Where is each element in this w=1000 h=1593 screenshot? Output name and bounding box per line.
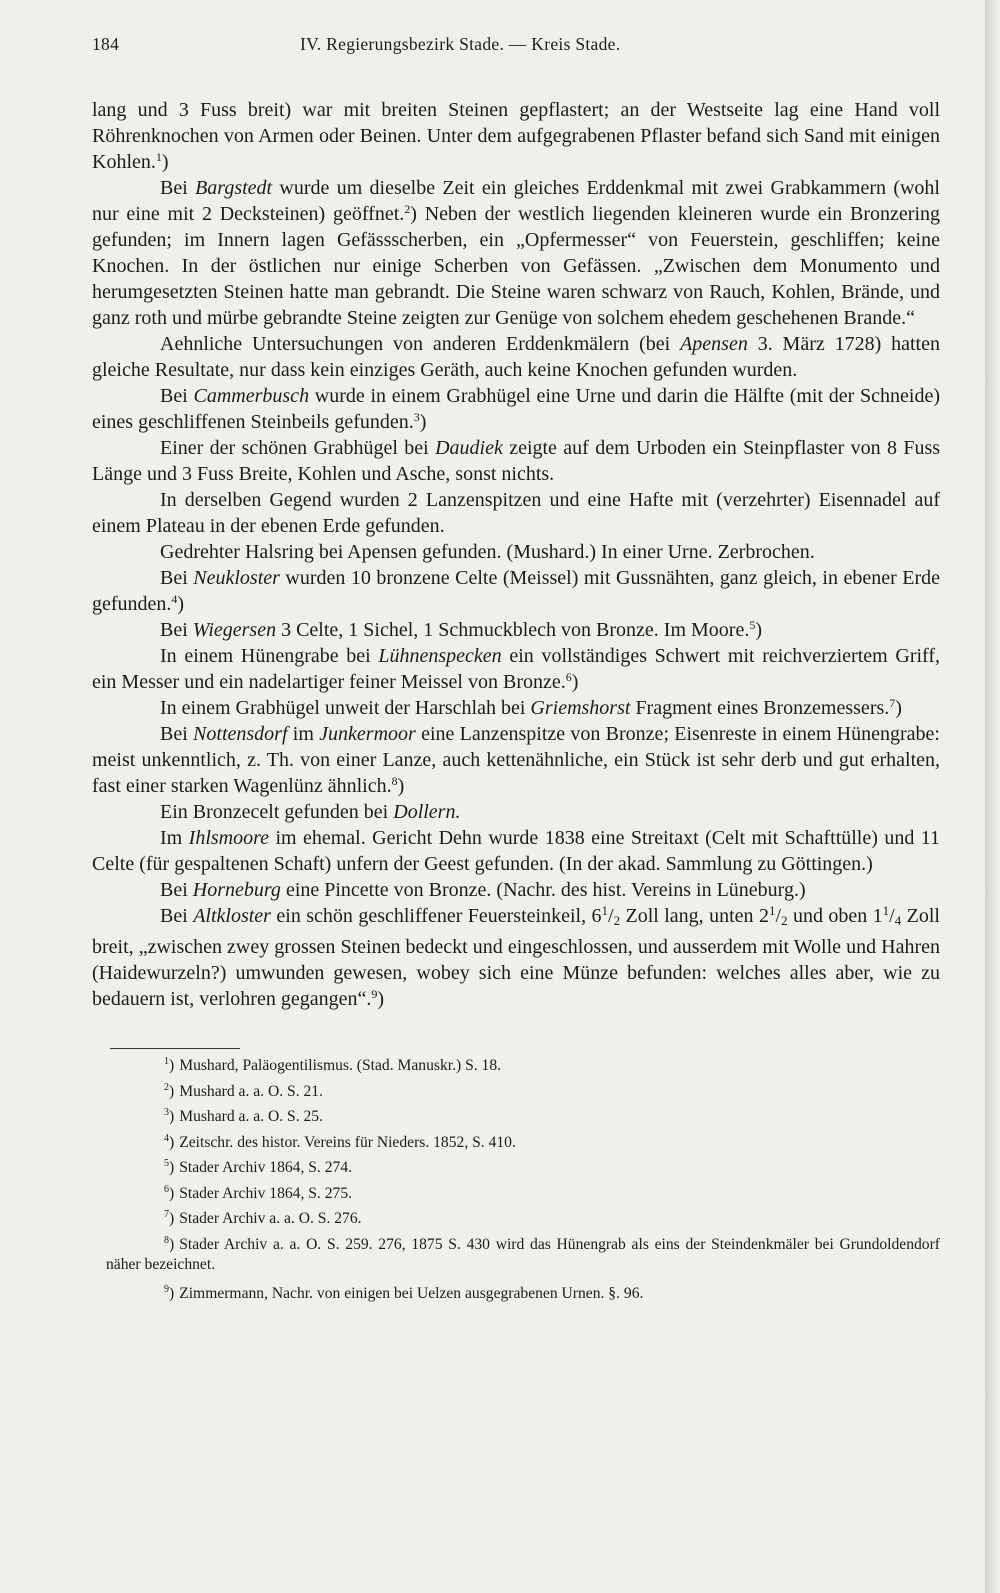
place-name: Nottensdorf xyxy=(193,723,288,745)
place-name: Apensen xyxy=(680,333,748,355)
place-name: Dollern. xyxy=(393,801,461,823)
paragraph-text: zeigte auf dem Urboden ein Steinpflaster von 8 Fuss Länge und 3 Fuss Breite, Kohlen und Asche, sonst nichts. xyxy=(92,437,941,485)
main-text xyxy=(92,97,940,1012)
running-title: IV. Regierungsbezirk Stade. — Kreis Stade. xyxy=(300,34,621,54)
paragraph-text: Bei xyxy=(160,905,194,927)
running-header xyxy=(92,34,940,55)
paragraph xyxy=(92,435,940,487)
footnote-ref: 2 xyxy=(404,202,411,216)
footnote-text: Mushard a. a. O. S. 25. xyxy=(179,1108,323,1125)
footnote-ref: 1 xyxy=(155,150,162,164)
footnote-text: Stader Archiv a. a. O. S. 276. xyxy=(179,1210,362,1227)
footnote: $^1$) Mushard, Paläogentilismus. (Stad. Manuskr.) S. 18. xyxy=(164,1056,502,1074)
fraction-numerator: 1 xyxy=(882,903,890,918)
fraction-denominator: 2 xyxy=(613,913,621,928)
paragraph-text: Neben der westlich liegenden kleineren wurde ein Bronzering gefunden; im Innern lagen Gefässscherben, ein „Opfermesser“ von Feuerstein, geschliffen; keine Knochen. In der östlichen nur einige Scherben von Gefässen. „Zwischen dem Monumento und herumgesetzten Steinen hatte man gebrandt. Die Steine waren schwarz von Rauch, Kohlen, Brände, und ganz roth und mürbe gebrandte Steine zeigten zur Genüge von solchem ehedem geschehenen Brande.“ xyxy=(92,203,940,329)
paragraph-text: Bei xyxy=(160,385,194,407)
footnote: $^2$) Mushard a. a. O. S. 21. xyxy=(164,1081,323,1100)
paragraph: In einem Grabhügel unweit der Harschlah bei Griemshorst Fragment eines Bronzemessers.$^7$) xyxy=(160,696,902,719)
paragraph: Bei Bargstedt wurde um dieselbe Zeit ein gleiches Erddenkmal mit zwei Grabkammern (wohl nur eine mit 2 Decksteinen) geöffnet.$^2$) Neben der westlich liegenden kleineren wurde ein Bronzering gefunden; im Innern lagen Gefässscherben, ein „Opfermesser“ von Feuerstein, geschliffen; keine Knochen. In der östlichen nur einige Scherben von Gefässen. „Zwischen dem Monumento und herumgesetzten Steinen hatte man gebrandt. Die Steine waren schwarz von Rauch, Kohlen, Brände, und ganz roth und mürbe gebrandte Steine zeigten zur Genüge von solchem ehedem geschehenen Brande.“ xyxy=(92,177,940,329)
place-name: Griemshorst xyxy=(530,697,631,719)
footnote-ref: 7 xyxy=(889,696,896,710)
fraction-whole: 6 xyxy=(591,905,602,927)
place-name: Bargstedt xyxy=(195,177,273,199)
paragraph: lang und 3 Fuss breit) war mit breiten Steinen gepflastert; an der Westseite lag eine Hand voll Röhrenknochen von Armen oder Beinen. Unter dem aufgegrabenen Pflaster befand sich Sand mit einigen Kohlen.$^1$) xyxy=(92,99,940,173)
paragraph: Gedrehter Halsring bei Apensen gefunden. (Mushard.) In einer Urne. Zerbrochen. xyxy=(160,541,815,563)
paragraph-text: wurde um dieselbe Zeit ein gleiches Erddenkmal mit zwei Grabkammern (wohl nur eine mit 2 Decksteinen) geöffnet. xyxy=(92,177,940,225)
paragraph-text: wurde in einem Grabhügel eine Urne und darin die Hälfte (mit der Schneide) eines geschliffenen Steinbeils gefunden. xyxy=(92,385,940,433)
place-name: Neukloster xyxy=(193,567,280,589)
fraction-whole: 1 xyxy=(872,905,883,927)
paragraph-text: In einem Grabhügel unweit der Harschlah bei xyxy=(160,697,531,719)
footnote-ref: 9 xyxy=(371,987,378,1001)
paragraph-text: In einem Hünengrabe bei xyxy=(160,645,379,667)
footnote-number: 4 xyxy=(164,1132,169,1144)
fraction: $6^1/_2$ xyxy=(591,903,621,928)
paragraph xyxy=(92,799,940,825)
footnote-ref: 5 xyxy=(749,618,756,632)
footnote-number: 8 xyxy=(164,1234,169,1246)
paragraph: Bei Nottensdorf im Junkermoor eine Lanzenspitze von Bronze; Eisenreste in einem Hünengrabe: meist unkenntlich, z. Th. von einer Lanze, auch kettenähnliche, ein Stück ist sehr derb und gut erhalten, fast einer starken Wagenlünz ähnlich.$^8$) xyxy=(92,723,940,797)
footnote-number: 3 xyxy=(164,1107,169,1118)
footnote-number: 6 xyxy=(164,1183,169,1195)
footnote-number: 7 xyxy=(164,1209,169,1220)
footnote-text: Stader Archiv a. a. O. S. 259. 276, 1875 S. 430 wird das Hünengrab als eins der Steindenkmäler bei Grundoldendorf näher bezeichnet. xyxy=(106,1235,940,1273)
fraction-denominator: 4 xyxy=(894,913,902,928)
place-name: Lühnenspecken xyxy=(378,645,502,667)
paragraph-text: im ehemal. Gericht Dehn wurde 1838 eine Streitaxt (Celt mit Schafttülle) und 11 Celte (für gespaltenen Schaft) unfern der Geest gefunden. (In der akad. Sammlung zu Göttingen.) xyxy=(92,827,941,875)
place-name: Wiegersen xyxy=(192,619,277,641)
footnote: $^3$) Mushard a. a. O. S. 25. xyxy=(164,1107,323,1125)
paragraph-text: und oben xyxy=(787,905,873,927)
paragraph-text: Zoll lang, unten xyxy=(620,905,759,927)
page-number: 184 xyxy=(92,34,120,54)
paragraph-text: ein vollständiges Schwert mit reichverziertem Griff, ein Messer und ein nadelartiger feiner Meissel von Bronze. xyxy=(92,645,940,693)
footnote-ref: 6 xyxy=(565,670,572,684)
paragraph: Bei Neukloster wurden 10 bronzene Celte (Meissel) mit Gussnähten, ganz gleich, in ebener Erde gefunden.$^4$) xyxy=(92,567,940,615)
footnote-text: Zeitschr. des histor. Vereins für Nieders. 1852, S. 410. xyxy=(179,1133,516,1151)
place-name: Ihlsmoore xyxy=(188,827,270,849)
footnote: $^6$) Stader Archiv 1864, S. 275. xyxy=(164,1183,353,1202)
place-name: Altkloster xyxy=(193,905,271,927)
footnote-ref: 3 xyxy=(413,410,420,424)
footnote: $^7$) Stader Archiv a. a. O. S. 276. xyxy=(164,1209,362,1227)
paragraph xyxy=(92,877,940,903)
fraction-numerator: 1 xyxy=(768,903,776,918)
paragraph-text: eine Pincette von Bronze. (Nachr. des hist. Vereins in Lüneburg.) xyxy=(280,879,806,901)
paragraph: Bei Wiegersen 3 Celte, 1 Sichel, 1 Schmuckblech von Bronze. Im Moore.$^5$) xyxy=(160,618,762,641)
fraction-whole: 2 xyxy=(758,905,769,927)
paragraph-text: Fragment eines Bronzemessers. xyxy=(630,697,890,719)
footnote: $^8$) Stader Archiv a. a. O. S. 259. 276, 1875 S. 430 wird das Hünengrab als eins der Steindenkmäler bei Grundoldendorf näher bezeichnet. xyxy=(106,1234,940,1273)
paragraph: In einem Hünengrabe bei Lühnenspecken ein vollständiges Schwert mit reichverziertem Griff, ein Messer und ein nadelartiger feiner Meissel von Bronze.$^6$) xyxy=(92,645,940,693)
fraction: $2^1/_2$ xyxy=(758,903,788,928)
footnote-ref: 4 xyxy=(171,592,178,606)
footnote-text: Mushard a. a. O. S. 21. xyxy=(179,1082,323,1100)
paragraph xyxy=(92,331,940,383)
page-edge-shadow xyxy=(985,0,1000,1593)
paragraph-text: Bei xyxy=(160,619,193,641)
footnote: $^4$) Zeitschr. des histor. Vereins für Nieders. 1852, S. 410. xyxy=(164,1132,516,1151)
paragraph-text: Bei xyxy=(160,567,194,589)
paragraph-text: im xyxy=(287,723,320,745)
footnote: $^9$) Zimmermann, Nachr. von einigen bei Uelzen ausgegrabenen Urnen. §. 96. xyxy=(164,1283,644,1302)
footnote-number: 2 xyxy=(164,1081,169,1093)
footnote-text: Zimmermann, Nachr. von einigen bei Uelzen ausgegrabenen Urnen. §. 96. xyxy=(179,1284,644,1302)
paragraph-text: lang und 3 Fuss breit) war mit breiten Steinen gepflastert; an der Westseite lag eine Hand voll Röhrenknochen von Armen oder Beinen. Unter dem aufgegrabenen Pflaster befand sich Sand mit einigen Kohlen. xyxy=(92,99,940,173)
fraction-numerator: 1 xyxy=(601,903,608,918)
place-name: Daudiek xyxy=(435,437,503,459)
paragraph-text: eine Lanzenspitze von Bronze; Eisenreste in einem Hünengrabe: meist unkenntlich, z. Th. von einer Lanze, auch kettenähnliche, ein Stück ist sehr derb und gut erhalten, fast einer starken Wagenlünz ähnlich. xyxy=(92,723,940,797)
place-name: Cammerbusch xyxy=(193,385,310,407)
footnote-text: Mushard, Paläogentilismus. (Stad. Manuskr.) S. 18. xyxy=(179,1057,502,1074)
paragraph: In derselben Gegend wurden 2 Lanzenspitzen und eine Hafte mit (verzehrter) Eisennadel auf einem Plateau in der ebenen Erde gefunden. xyxy=(92,489,940,537)
paragraph xyxy=(92,825,940,877)
footnote-text: Stader Archiv 1864, S. 275. xyxy=(179,1184,353,1202)
footnote-number: 9 xyxy=(164,1283,169,1295)
paragraph: Bei Altkloster ein schön geschliffener Feuersteinkeil, $6^1/_2$ Zoll lang, unten $2^1/_2$ und oben $1^1/_4$ Zoll breit, „zwischen zwey grossen Steinen bedeckt und eingeschlossen, und ausserdem mit Wolle und Hahren (Haidewurzeln?) umwunden gewesen, wobey sich eine Münze befunden: welches alles aber, wie zu bedauern ist, verlohren gegangen“.$^9$) xyxy=(92,903,940,1010)
place-name: Horneburg xyxy=(192,879,281,901)
paragraph-text: Bei xyxy=(160,177,196,199)
paragraph-text: Bei xyxy=(160,879,193,901)
footnote-number: 5 xyxy=(164,1158,169,1169)
fraction: $1^1/_4$ xyxy=(872,903,902,928)
paragraph-text: Zoll breit, „zwischen zwey grossen Steinen bedeckt und eingeschlossen, und ausserdem mit Wolle und Hahren (Haidewurzeln?) umwunden gewesen, wobey sich eine Münze befunden: welches alles aber, wie zu bedauern ist, verlohren gegangen“. xyxy=(92,905,940,1010)
paragraph-text: 3. März 1728) hatten gleiche Resultate, nur dass kein einziges Geräth, auch keine Knochen gefunden wurden. xyxy=(92,333,940,381)
paragraph: Bei Cammerbusch wurde in einem Grabhügel eine Urne und darin die Hälfte (mit der Schneide) eines geschliffenen Steinbeils gefunden.$^3$) xyxy=(92,385,940,433)
paragraph-text: Einer der schönen Grabhügel bei xyxy=(160,437,436,459)
paragraph-text: wurden 10 bronzene Celte (Meissel) mit Gussnähten, ganz gleich, in ebener Erde gefunden. xyxy=(92,567,940,615)
paragraph-text: ein schön geschliffener Feuersteinkeil, xyxy=(270,905,592,927)
paragraph-text: Bei xyxy=(160,723,194,745)
footnote-number: 1 xyxy=(164,1056,169,1067)
footnote-separator xyxy=(110,1048,240,1049)
footnote: $^5$) Stader Archiv 1864, S. 274. xyxy=(164,1158,353,1176)
paragraph-text: 3 Celte, 1 Sichel, 1 Schmuckblech von Bronze. Im Moore. xyxy=(276,619,750,641)
paragraph-text: Im xyxy=(160,827,189,849)
paragraph-text: Ein Bronzecelt gefunden bei xyxy=(160,801,394,823)
footnotes xyxy=(92,1053,940,1306)
footnote-text: Stader Archiv 1864, S. 274. xyxy=(179,1159,353,1176)
place-name: Junkermoor xyxy=(319,723,416,745)
fraction-denominator: 2 xyxy=(781,913,788,928)
paragraph-text: Aehnliche Untersuchungen von anderen Erddenkmälern (bei xyxy=(160,333,681,355)
footnote-ref: 8 xyxy=(391,774,398,788)
